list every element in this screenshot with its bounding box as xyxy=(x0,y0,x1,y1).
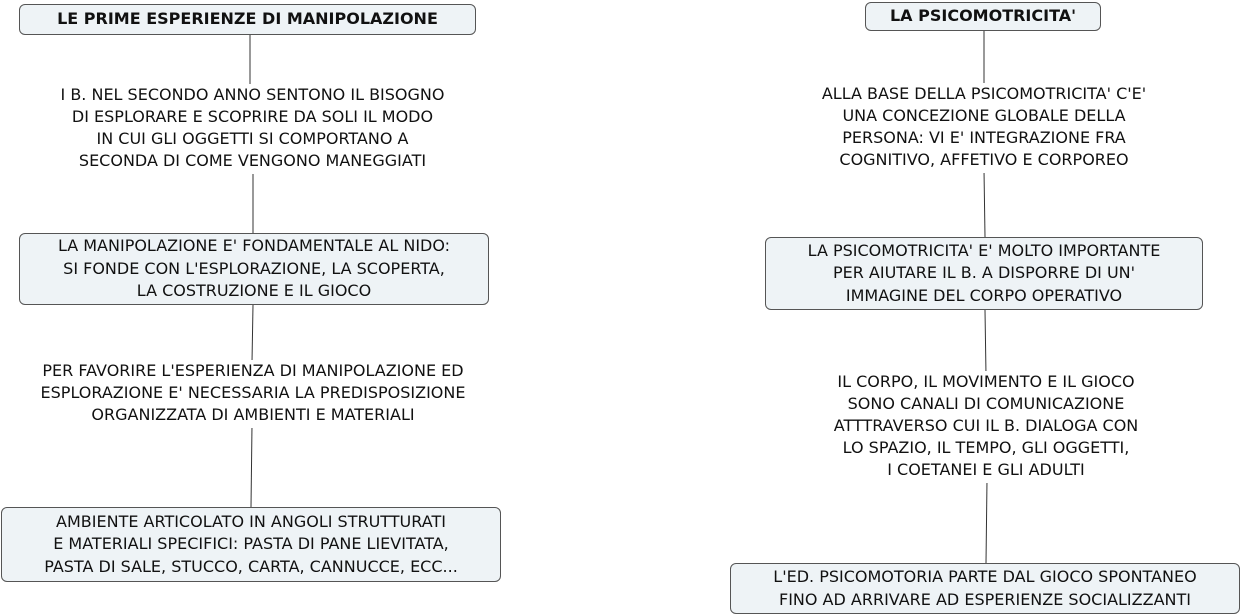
left-concept-node-1[interactable]: LA MANIPOLAZIONE E' FONDAMENTALE AL NIDO: SI FONDE CON L'ESPLORAZIONE, LA SCOPERTA, LA COSTRUZIONE E IL GIOCO xyxy=(19,233,489,305)
right-title-node[interactable]: LA PSICOMOTRICITA' xyxy=(865,2,1101,31)
left-relation-label-1: I B. NEL SECONDO ANNO SENTONO IL BISOGNO DI ESPLORARE E SCOPRIRE DA SOLI IL MODO IN CUI GLI OGGETTI SI COMPORTANO A SECONDA DI COME VENGONO MANEGGIATI xyxy=(20,84,485,174)
left-title-node[interactable]: LE PRIME ESPERIENZE DI MANIPOLAZIONE xyxy=(19,4,476,35)
left-relation-label-2: PER FAVORIRE L'ESPERIENZA DI MANIPOLAZIONE ED ESPLORAZIONE E' NECESSARIA LA PREDISPOSIZIONE ORGANIZZATA DI AMBIENTI E MATERIALI xyxy=(2,360,504,428)
connector-right-3 xyxy=(985,310,986,375)
right-relation-label-2: IL CORPO, IL MOVIMENTO E IL GIOCO SONO CANALI DI COMUNICAZIONE ATTTRAVERSO CUI IL B. DIALOGA CON LO SPAZIO, IL TEMPO, GLI OGGETTI, I COETANEI E GLI ADULTI xyxy=(790,371,1182,483)
connector-right-2 xyxy=(984,170,985,237)
right-relation-label-1: ALLA BASE DELLA PSICOMOTRICITA' C'E' UNA CONCEZIONE GLOBALE DELLA PERSONA: VI E' INTEGRAZIONE FRA COGNITIVO, AFFETIVO E CORPOREO xyxy=(780,83,1188,173)
right-concept-node-2[interactable]: L'ED. PSICOMOTORIA PARTE DAL GIOCO SPONTANEO FINO AD ARRIVARE AD ESPERIENZE SOCIALIZZANTI xyxy=(730,563,1240,614)
right-concept-node-1[interactable]: LA PSICOMOTRICITA' E' MOLTO IMPORTANTE PER AIUTARE IL B. A DISPORRE DI UN' IMMAGINE DEL CORPO OPERATIVO xyxy=(765,237,1203,310)
connector-right-4 xyxy=(986,480,987,563)
left-concept-node-2[interactable]: AMBIENTE ARTICOLATO IN ANGOLI STRUTTURATI E MATERIALI SPECIFICI: PASTA DI PANE LIEVITATA, PASTA DI SALE, STUCCO, CARTA, CANNUCCE, ECC... xyxy=(1,507,501,582)
connector-left-4 xyxy=(251,425,252,507)
connector-left-3 xyxy=(252,305,253,362)
